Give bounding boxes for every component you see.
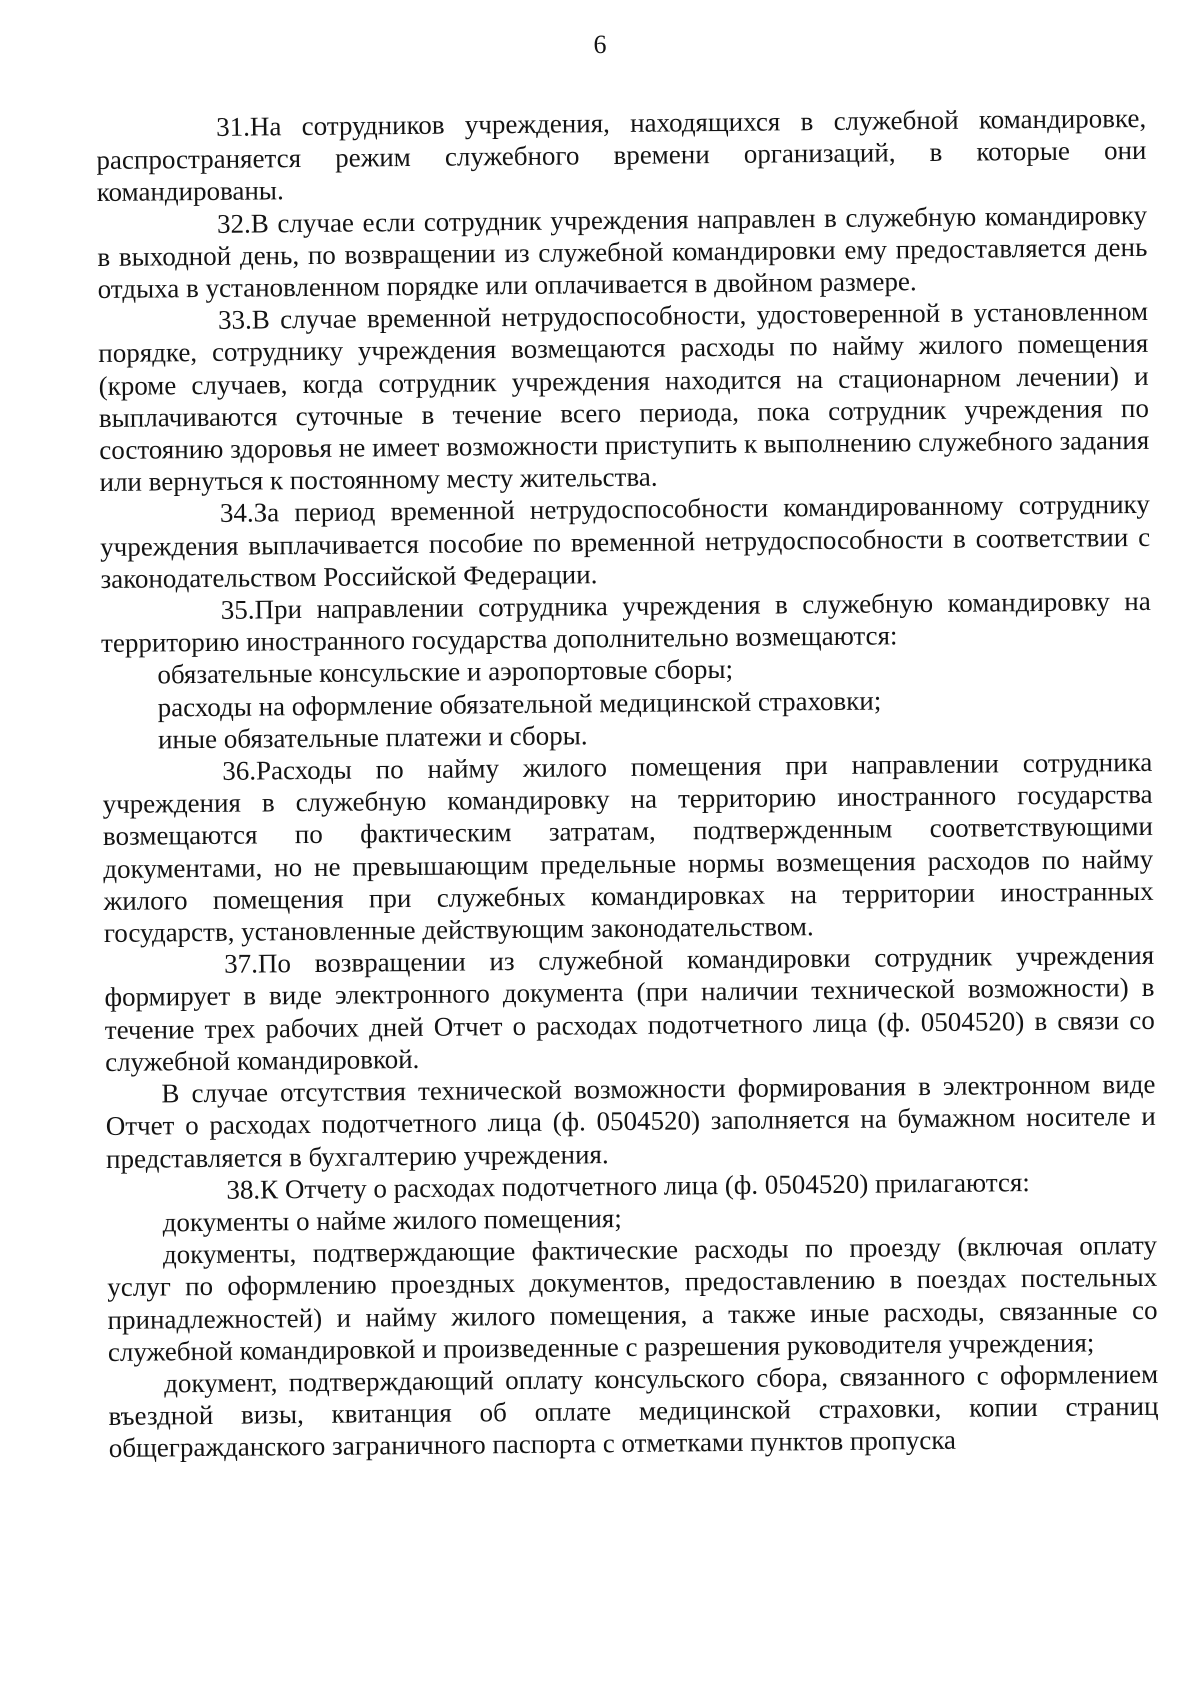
paragraph-number: 35. bbox=[220, 594, 255, 625]
paragraph-36 bbox=[102, 746, 1154, 949]
paragraph-number: 36. bbox=[222, 755, 257, 786]
paragraph-text: К Отчету о расходах подотчетного лица (ф. 0504520) прилагаются: bbox=[259, 1166, 1030, 1205]
paragraph-37-continuation: В случае отсутствия технической возможности формирования в электронном виде Отчет о расходах подотчетного лица (ф. 0504520) заполняется на бумажном носителе и представляется в бухгалтерию учреждения. bbox=[105, 1068, 1156, 1174]
paragraph-number: 32. bbox=[216, 208, 251, 239]
paragraph-text: При направлении сотрудника учреждения в служебную командировку на территорию иностранного государства дополнительно возмещаются: bbox=[100, 585, 1151, 659]
paragraph-number: 33. bbox=[217, 304, 252, 336]
paragraph-text: По возвращении из служебной командировки сотрудник учреждения формирует в виде электронного документа (при наличии технической возможности) в течение трех рабочих дней Отчет о расходах подотчетного лица (ф. 0504520) в связи со служебной командировкой. bbox=[104, 940, 1155, 1077]
paragraph-number: 31. bbox=[216, 111, 251, 142]
paragraph-text: В случае временной нетрудоспособности, удостоверенной в установленном порядке, сотруднику учреждения возмещаются расходы по найму жилого помещения (кроме случаев, когда сотрудник учреждения находится на стационарном лечении) и выплачиваются суточные в течение всего периода, пока сотрудник учреждения по состоянию здоровья не имеет возможности приступить к выполнению служебного задания или вернуться к постоянному месту жительства. bbox=[98, 296, 1150, 498]
paragraph-32 bbox=[97, 199, 1148, 306]
list-item: расходы на оформление обязательной медицинской страховки; bbox=[157, 685, 882, 723]
paragraph-35 bbox=[101, 585, 1152, 659]
page-number: 6 bbox=[593, 30, 607, 59]
paragraph-text: Расходы по найму жилого помещения при направлении сотрудника учреждения в служебную командировку на территорию иностранного государства возмещаются по фактическим затратам, подтвержденным соответствующими документами, но не превышающим предельные нормы возмещения расходов по найму жилого помещения при служебных командировках на территории иностранных государств, установленные действующим законодательством. bbox=[102, 746, 1154, 949]
document-body bbox=[96, 102, 1159, 1465]
paragraph-text: В случае если сотрудник учреждения направлен в служебную командировку в выходной день, по возвращении из служебной командировки ему предоставляется день отдыха в установленном порядке или оплачивается в двойном размере. bbox=[97, 199, 1148, 305]
paragraph-37 bbox=[104, 939, 1155, 1078]
list-item: обязательные консульские и аэропортовые сборы; bbox=[157, 654, 734, 690]
list-item: документ, подтверждающий оплату консульского сбора, связанного с оформлением въездной визы, квитанция об оплате медицинской страховки, копии страниц общегражданского заграничного паспорта с отметками пунктов пропуска bbox=[108, 1358, 1159, 1464]
list-item: иные обязательные платежи и сборы. bbox=[157, 720, 588, 755]
paragraph-number: 38. bbox=[226, 1174, 261, 1205]
paragraph-33 bbox=[98, 295, 1150, 498]
paragraph-31 bbox=[96, 102, 1147, 209]
list-item: документы о найме жилого помещения; bbox=[162, 1202, 622, 1238]
paragraph-number: 37. bbox=[224, 948, 259, 980]
list-item: документы, подтверждающие фактические расходы по проезду (включая оплату услуг по оформлению проездных документов, предоставлению в поездах постельных принадлежностей) и найму жилого помещения, а также иные расходы, связанные со служебной командировкой и произведенные с разрешения руководителя учреждения; bbox=[107, 1229, 1158, 1367]
paragraph-number: 34. bbox=[219, 497, 254, 529]
paragraph-text: На сотрудников учреждения, находящихся в служебной командировке, распространяется режим служебного времени организаций, в которые они командированы. bbox=[96, 102, 1147, 208]
paragraph-text: За период временной нетрудоспособности командированному сотруднику учреждения выплачивается пособие по временной нетрудоспособности в соответствии с законодательством Российской Федерации. bbox=[100, 489, 1151, 594]
paragraph-34 bbox=[100, 488, 1151, 595]
